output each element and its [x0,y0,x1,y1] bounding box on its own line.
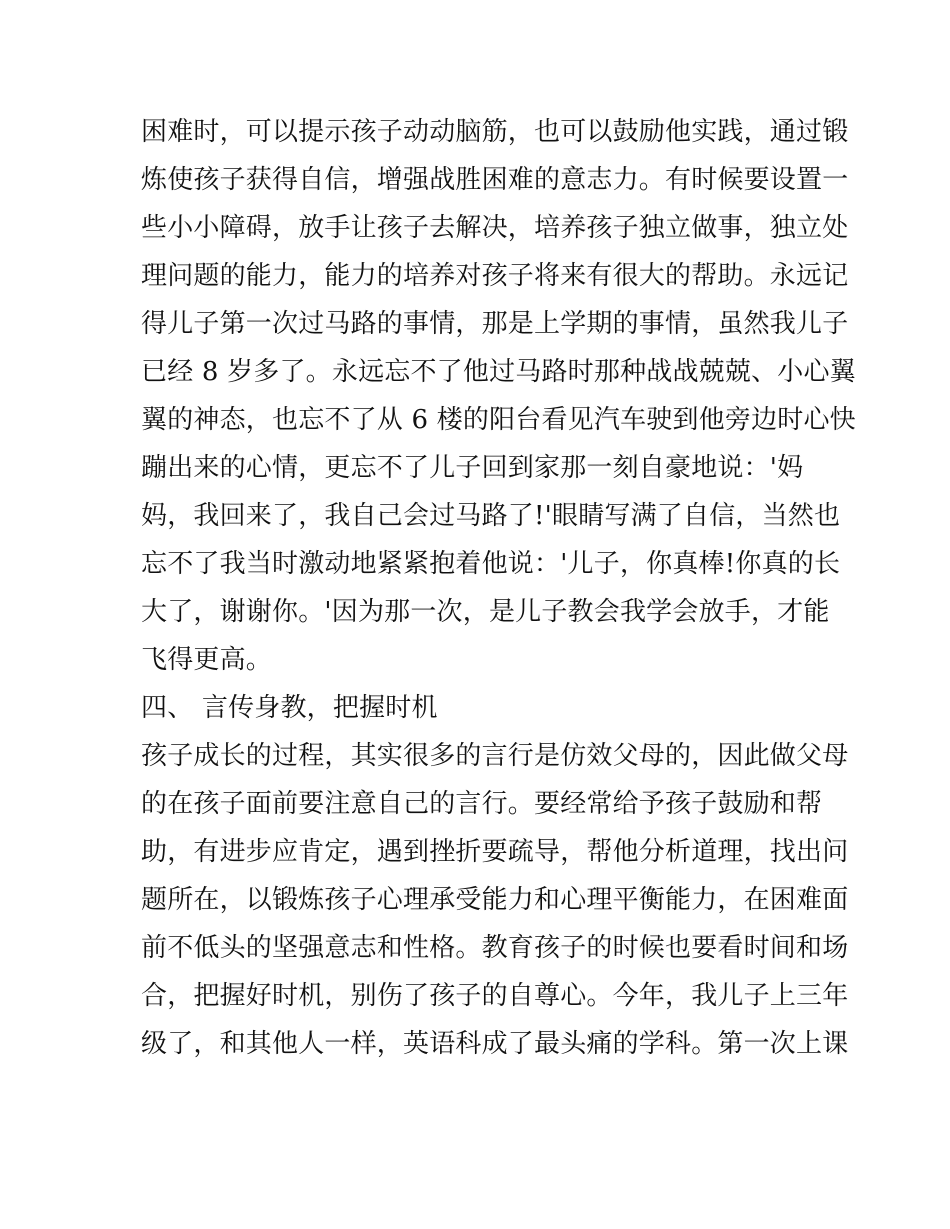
text-line: 已经 8 岁多了。永远忘不了他过马路时那种战战兢兢、小心翼 [141,357,856,387]
text-line: 前不低头的坚强意志和性格。教育孩子的时候也要看时间和场 [141,933,849,963]
text-line: 合，把握好时机，别伤了孩子的自尊心。今年，我儿子上三年 [141,981,849,1011]
text-line: 蹦出来的心情，更忘不了儿子回到家那一刻自豪地说：'妈 [141,453,804,483]
text-line: 飞得更高。 [141,645,273,675]
text-line: 炼使孩子获得自信，增强战胜困难的意志力。有时候要设置一 [141,165,849,195]
text-line: 级了，和其他人一样，英语科成了最头痛的学科。第一次上课 [141,1029,849,1059]
text-line: 忘不了我当时激动地紧紧抱着他说：'儿子，你真棒!你真的长 [141,549,841,579]
body-text [141,108,856,1068]
text-line: 理问题的能力，能力的培养对孩子将来有很大的帮助。永远记 [141,261,849,291]
text-line: 困难时，可以提示孩子动动脑筋，也可以鼓励他实践，通过锻 [141,117,849,147]
section-heading: 四、 言传身教，把握时机 [141,693,438,723]
text-line: 大了，谢谢你。'因为那一次，是儿子教会我学会放手，才能 [141,597,830,627]
text-line: 的在孩子面前要注意自己的言行。要经常给予孩子鼓励和帮 [141,789,823,819]
text-line: 些小小障碍，放手让孩子去解决，培养孩子独立做事，独立处 [141,213,849,243]
text-line: 孩子成长的过程，其实很多的言行是仿效父母的，因此做父母 [141,741,849,771]
text-line: 得儿子第一次过马路的事情，那是上学期的事情，虽然我儿子 [141,309,849,339]
text-line: 助，有进步应肯定，遇到挫折要疏导，帮他分析道理，找出问 [141,837,849,867]
text-line: 翼的神态，也忘不了从 6 楼的阳台看见汽车驶到他旁边时心快 [141,405,856,435]
text-line: 妈，我回来了，我自己会过马路了!'眼睛写满了自信，当然也 [141,501,841,531]
text-line: 题所在，以锻炼孩子心理承受能力和心理平衡能力，在困难面 [141,885,849,915]
